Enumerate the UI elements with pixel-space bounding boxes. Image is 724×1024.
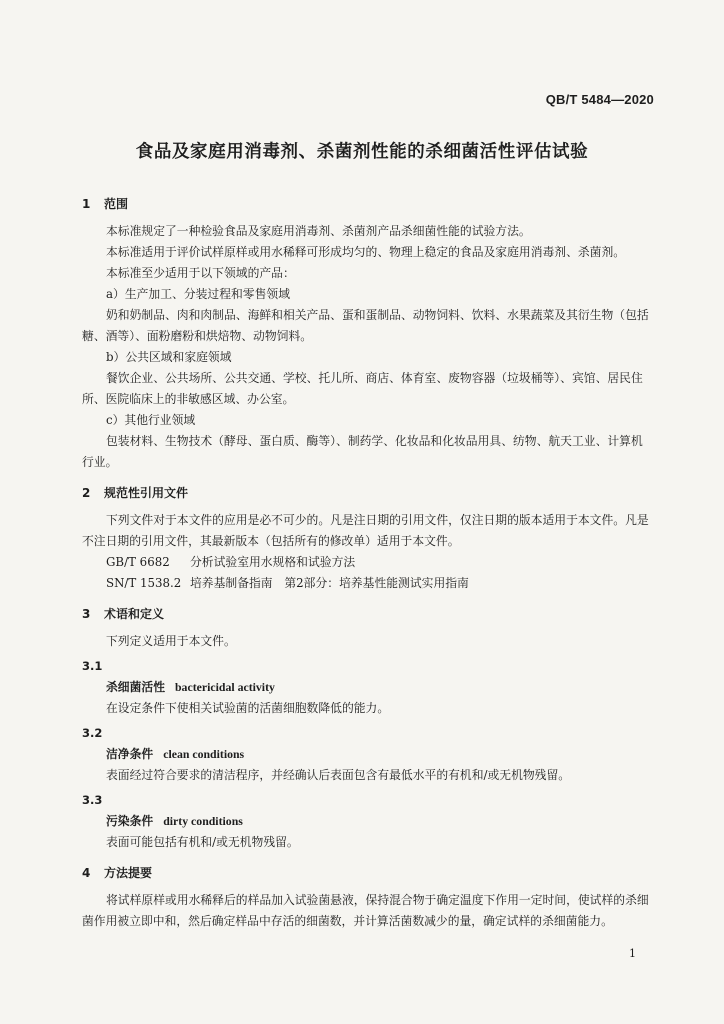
document-title: 食品及家庭用消毒剂、杀菌剂性能的杀细菌活性评估试验 (135, 142, 589, 162)
term-chinese: 污染条件 (106, 814, 154, 828)
reference-name: 分析试验室用水规格和试验方法 (190, 555, 356, 569)
section-2-heading (82, 483, 652, 504)
reference-name: 培养基制备指南 第2部分：培养基性能测试实用指南 (190, 576, 469, 590)
term-number: 3.3 (82, 793, 103, 807)
section-1-paragraph-1: 本标准规定了一种检验食品及家庭用消毒剂、杀菌剂产品杀细菌性能的试验方法。 (106, 224, 531, 238)
term-heading (82, 811, 652, 832)
list-item-a-label: a）生产加工、分装过程和零售领域 (106, 287, 290, 301)
term-heading (82, 677, 652, 698)
section-3-title: 术语和定义 (104, 607, 165, 621)
section-3-number: 3 (82, 607, 91, 621)
section-4-heading (82, 863, 652, 884)
reference-item (82, 573, 652, 594)
section-2-number: 2 (82, 486, 91, 500)
page-number: 1 (629, 947, 636, 960)
section-1-paragraph-3: 本标准至少适用于以下领域的产品： (106, 266, 295, 280)
list-item-c-text: 包装材料、生物技术（酵母、蛋白质、酶等）、制药学、化妆品和化妆品用具、纺物、航天工业、计算机行业。 (82, 434, 643, 469)
term-english: bactericidal activity (175, 680, 275, 694)
document-body (82, 190, 652, 932)
term-number: 3.1 (82, 659, 103, 673)
list-item-a-text: 奶和奶制品、肉和肉制品、海鲜和相关产品、蛋和蛋制品、动物饲料、饮料、水果蔬菜及其衍生物（包括糖、酒等）、面粉磨粉和烘焙物、动物饲料。 (82, 308, 649, 343)
section-2-title: 规范性引用文件 (104, 486, 189, 500)
standard-code: QB/T 5484—2020 (545, 92, 654, 107)
reference-item (82, 552, 652, 573)
section-1-title: 范围 (104, 197, 129, 211)
list-item-c-label: c）其他行业领域 (106, 413, 196, 427)
reference-code: GB/T 6682 (106, 555, 170, 569)
section-1-number: 1 (82, 197, 91, 211)
section-3-paragraph-1: 下列定义适用于本文件。 (106, 634, 236, 648)
section-1-heading (82, 194, 652, 215)
section-1-paragraph-2: 本标准适用于评价试样原样或用水稀释可形成均匀的、物理上稳定的食品及家庭用消毒剂、杀菌剂。 (106, 245, 626, 259)
section-4-title: 方法提要 (104, 866, 153, 880)
term-chinese: 洁净条件 (106, 747, 154, 761)
section-4-paragraph-1: 将试样原样或用水稀释后的样品加入试验菌悬液，保持混合物于确定温度下作用一定时间，使试样的杀细菌作用被立即中和，然后确定样品中存活的细菌数，并计算活菌数减少的量，确定试样的杀细菌能力。 (82, 893, 649, 928)
term-definition: 在设定条件下使相关试验菌的活菌细胞数降低的能力。 (106, 701, 390, 715)
term-definition: 表面经过符合要求的清洁程序，并经确认后表面包含有最低水平的有机和/或无机物残留。 (106, 768, 571, 782)
reference-code: SN/T 1538.2 (106, 576, 182, 590)
list-item-b-text: 餐饮企业、公共场所、公共交通、学校、托儿所、商店、体育室、废物容器（垃圾桶等）、宾馆、居民住所、医院临床上的非敏感区域、办公室。 (82, 371, 643, 406)
section-4-number: 4 (82, 866, 91, 880)
term-english: clean conditions (163, 747, 245, 761)
term-english: dirty conditions (163, 814, 243, 828)
term-heading (82, 744, 652, 765)
term-number: 3.2 (82, 726, 103, 740)
section-3-heading (82, 604, 652, 625)
section-2-paragraph-1: 下列文件对于本文件的应用是必不可少的。凡是注日期的引用文件，仅注日期的版本适用于本文件。凡是不注日期的引用文件，其最新版本（包括所有的修改单）适用于本文件。 (82, 513, 649, 548)
list-item-b-label: b）公共区域和家庭领域 (106, 350, 232, 364)
term-chinese: 杀细菌活性 (106, 680, 165, 694)
term-definition: 表面可能包括有机和/或无机物残留。 (106, 835, 299, 849)
